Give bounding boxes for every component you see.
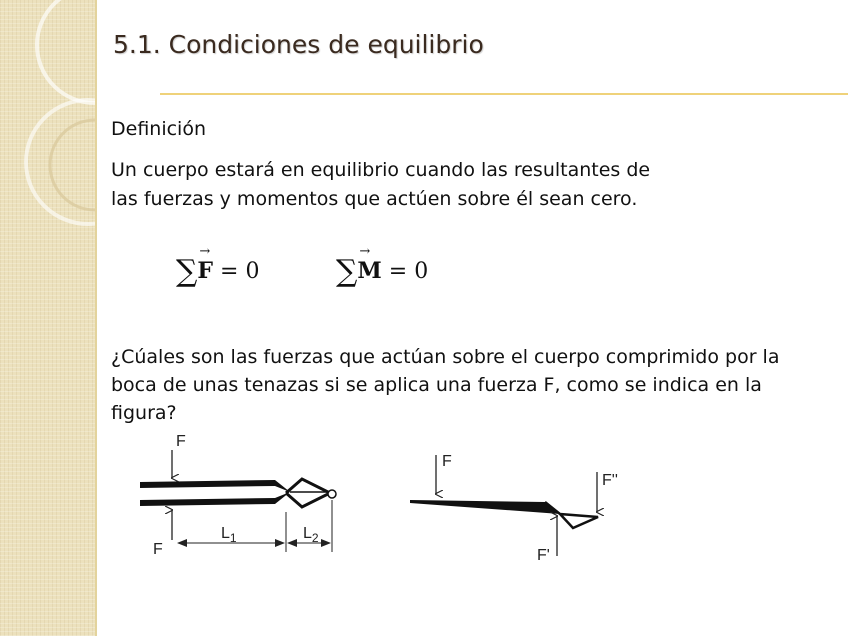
reaction-label-1: F' — [537, 547, 550, 564]
force-rhs: = 0 — [220, 259, 260, 284]
l2-subscript: 2 — [311, 531, 319, 545]
free-body-diagram — [410, 453, 618, 564]
l2-letter: L — [303, 525, 312, 542]
force-label-top: F — [176, 433, 186, 450]
force-label-bottom: F — [153, 541, 163, 558]
length-label-1 — [221, 525, 237, 545]
section-heading: Definición — [111, 118, 206, 140]
length-label-2 — [303, 525, 319, 545]
fbd-force-label: F — [442, 453, 452, 470]
l1-subscript: 1 — [229, 531, 237, 545]
moment-vector: → M — [357, 258, 381, 284]
question-text: ¿Cúales son las fuerzas que actúan sobre el cuerpo comprimido por la boca de unas tenazas si se aplica una fuerza F, como se indica en la figura? — [111, 346, 780, 424]
sum-symbol: ∑ — [336, 254, 358, 289]
force-vector: → F — [197, 258, 213, 284]
l1-letter: L — [221, 525, 230, 542]
slide-title: 5.1. Condiciones de equilibrio — [113, 30, 484, 59]
sum-symbol: ∑ — [176, 254, 198, 289]
definition-text: Un cuerpo estará en equilibrio cuando las resultantes de las fuerzas y momentos que actúen sobre él sean cero. — [111, 159, 651, 210]
reaction-label-2: F'' — [602, 472, 618, 489]
pliers-diagram — [140, 433, 336, 558]
moment-rhs: = 0 — [388, 259, 429, 284]
